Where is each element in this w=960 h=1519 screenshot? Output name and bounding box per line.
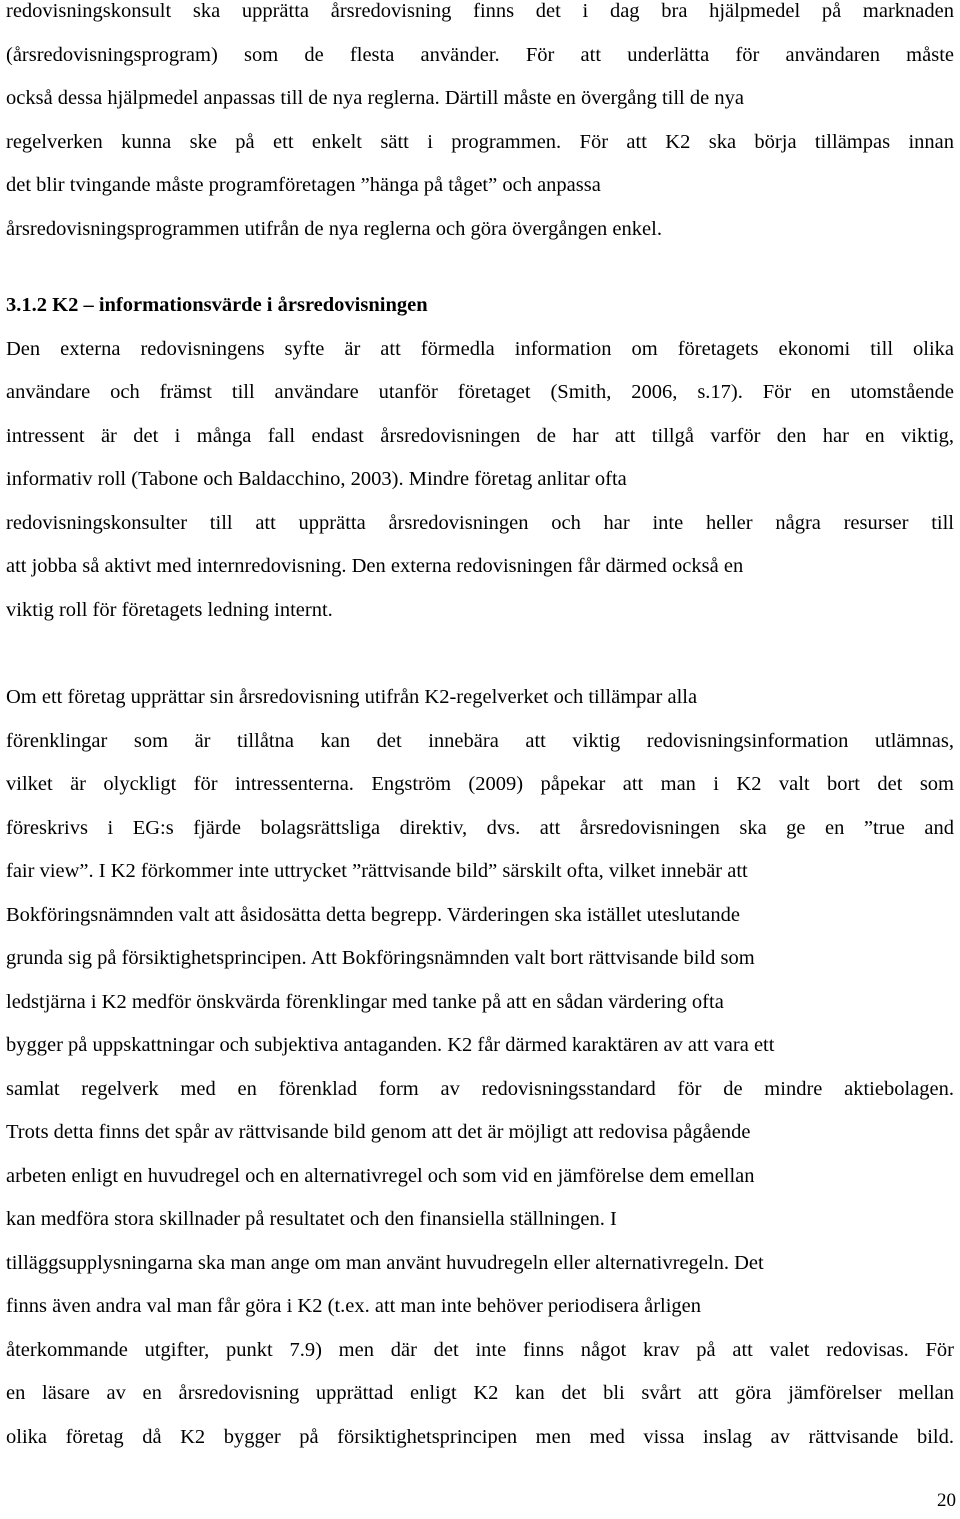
paragraph-gap — [6, 632, 954, 676]
text-line: Om ett företag upprättar sin årsredovisning utifrån K2-regelverket och tillämpar alla — [6, 686, 698, 708]
text-line: också dessa hjälpmedel anpassas till de nya reglerna. Därtill måste en övergång till de nya — [6, 87, 744, 109]
text-line: redovisningskonsulter till att upprätta årsredovisningen och har inte heller några resurser till — [6, 511, 954, 534]
paragraph-k2-simplifications — [6, 676, 954, 1459]
text-line: (årsredovisningsprogram) som de flesta använder. För att underlätta för användaren måste — [6, 43, 954, 66]
text-line: vilket är olyckligt för intressenterna. Engström (2009) påpekar att man i K2 valt bort det som — [6, 773, 954, 795]
text-line: viktig roll för företagets ledning internt. — [6, 598, 333, 621]
section-heading: 3.1.2 K2 – informationsvärde i årsredovisningen — [6, 294, 428, 316]
text-line: samlat regelverk med en förenklad form av redovisningsstandard för de mindre aktiebolagen. — [6, 1077, 954, 1100]
paragraph-programs — [6, 0, 954, 251]
text-line: fair view”. I K2 förkommer inte uttrycket ”rättvisande bild” särskilt ofta, vilket innebär att — [6, 860, 748, 882]
text-line: det blir tvingande måste programföretagen ”hänga på tåget” och anpassa — [6, 174, 601, 196]
text-line: finns även andra val man får göra i K2 (t.ex. att man inte behöver periodisera årligen — [6, 1295, 702, 1317]
text-line: förenklingar som är tillåtna kan det innebära att viktig redovisningsinformation utlämnas, — [6, 729, 954, 752]
text-line: användare och främst till användare utanför företaget (Smith, 2006, s.17). För en utomstående — [6, 381, 954, 403]
text-line: regelverken kunna ske på ett enkelt sätt i programmen. För att K2 ska börja tillämpas innan — [6, 130, 954, 153]
text-line: årsredovisningsprogrammen utifrån de nya reglerna och göra övergången enkel. — [6, 217, 662, 240]
page-number: 20 — [937, 1490, 956, 1511]
text-line: ledstjärna i K2 medför önskvärda förenklingar med tanke på att en sådan värdering ofta — [6, 990, 724, 1013]
text-line: olika företag då K2 bygger på försiktighetsprincipen men med vissa inslag av rättvisande bild. — [6, 1425, 954, 1448]
text-line: föreskrivs i EG:s fjärde bolagsrättsliga direktiv, dvs. att årsredovisningen ska ge en ”true and — [6, 816, 954, 839]
text-line: Bokföringsnämnden valt att åsidosätta detta begrepp. Värderingen ska istället uteslutande — [6, 903, 740, 926]
text-line: intressent är det i många fall endast årsredovisningen de har att tillgå varför den har en viktig, — [6, 424, 954, 447]
text-line: tilläggsupplysningarna ska man ange om man använt huvudregeln eller alternativregeln. Det — [6, 1251, 764, 1274]
paragraph-information-value — [6, 328, 954, 633]
text-line: Den externa redovisningens syfte är att förmedla information om företagets ekonomi till olika — [6, 337, 954, 360]
text-line: grunda sig på försiktighetsprincipen. Att Bokföringsnämnden valt bort rättvisande bild som — [6, 947, 755, 969]
text-line: redovisningskonsult ska upprätta årsredovisning finns det i dag bra hjälpmedel på marknaden — [6, 0, 954, 22]
text-line: arbeten enligt en huvudregel och en alternativregel och som vid en jämförelse dem emellan — [6, 1164, 755, 1187]
text-line: återkommande utgifter, punkt 7.9) men där det inte finns något krav på att valet redovisas. För — [6, 1338, 954, 1361]
text-line: kan medföra stora skillnader på resultatet och den finansiella ställningen. I — [6, 1208, 617, 1230]
text-line: Trots detta finns det spår av rättvisande bild genom att det är möjligt att redovisa pågående — [6, 1121, 751, 1143]
text-line: att jobba så aktivt med internredovisning. Den externa redovisningen får därmed också en — [6, 555, 744, 577]
document-page — [6, 0, 954, 1459]
text-line: informativ roll (Tabone och Baldacchino, 2003). Mindre företag anlitar ofta — [6, 468, 627, 490]
text-line: bygger på uppskattningar och subjektiva antaganden. K2 får därmed karaktären av att vara ett — [6, 1034, 775, 1056]
text-line: en läsare av en årsredovisning upprättad enligt K2 kan det bli svårt att göra jämförelser mellan — [6, 1382, 954, 1404]
